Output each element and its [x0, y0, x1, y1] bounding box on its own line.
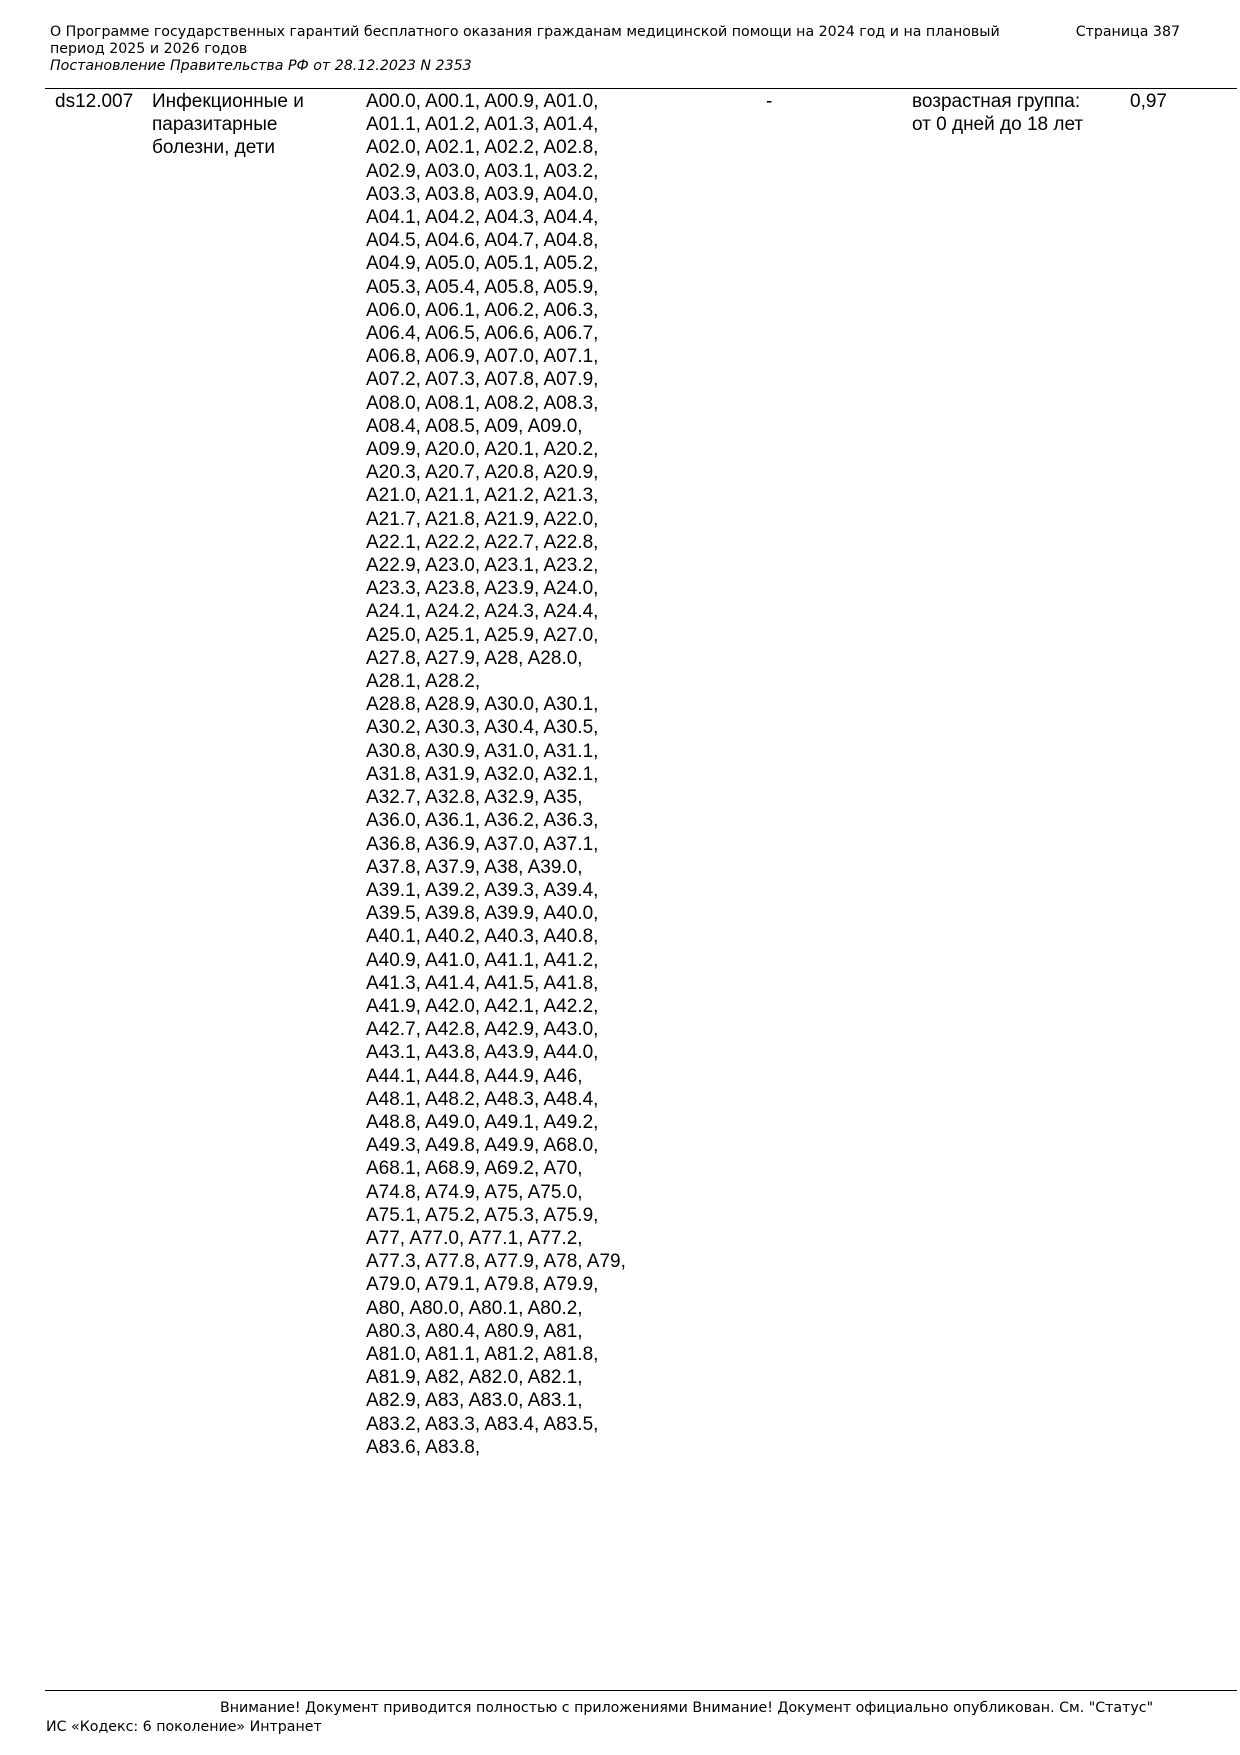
icd-codes-line: A41.3, A41.4, A41.5, A41.8,: [366, 972, 599, 994]
icd-codes-line: A75.1, A75.2, A75.3, A75.9,: [366, 1204, 599, 1226]
group-name: [152, 90, 352, 160]
group-code: ds12.007: [55, 91, 134, 112]
icd-codes-line: A77, A77.0, A77.1, A77.2,: [366, 1227, 583, 1249]
icd-codes-line: A44.1, A44.8, A44.9, A46,: [366, 1065, 583, 1087]
icd-codes-line: A04.9, A05.0, A05.1, A05.2,: [366, 253, 599, 275]
icd-codes-line: A02.0, A02.1, A02.2, A02.8,: [366, 137, 599, 159]
footer-note: Внимание! Документ приводится полностью с приложениями Внимание! Документ официально опубликован. См. "Статус": [220, 1700, 1154, 1716]
icd-codes-line: A06.0, A06.1, A06.2, A06.3,: [366, 299, 599, 321]
coefficient: 0,97: [1130, 91, 1167, 112]
icd-codes-line: A81.0, A81.1, A81.2, A81.8,: [366, 1343, 599, 1365]
icd-codes-line: A24.1, A24.2, A24.3, A24.4,: [366, 601, 599, 623]
additional-criteria: [912, 90, 1112, 136]
criteria-line: от 0 дней до 18 лет: [912, 114, 1084, 136]
footer-divider: [45, 1690, 1237, 1691]
icd-codes-line: A48.1, A48.2, A48.3, A48.4,: [366, 1088, 599, 1110]
icd-codes-line: A08.0, A08.1, A08.2, A08.3,: [366, 392, 599, 414]
icd-codes-line: A32.7, A32.8, A32.9, A35,: [366, 787, 583, 809]
icd-codes-line: A00.0, A00.1, A00.9, A01.0,: [366, 91, 599, 112]
icd-codes-line: A49.3, A49.8, A49.9, A68.0,: [366, 1135, 599, 1157]
icd-codes-line: A68.1, A68.9, A69.2, A70,: [366, 1158, 583, 1180]
icd-codes-line: A21.0, A21.1, A21.2, A21.3,: [366, 485, 599, 507]
service-code: -: [766, 91, 773, 112]
icd-codes-line: A03.3, A03.8, A03.9, A04.0,: [366, 183, 599, 205]
icd-codes-line: A80, A80.0, A80.1, A80.2,: [366, 1297, 583, 1319]
icd-codes-line: A40.1, A40.2, A40.3, A40.8,: [366, 926, 599, 948]
icd-codes-line: A43.1, A43.8, A43.9, A44.0,: [366, 1042, 599, 1064]
icd-codes-line: A36.0, A36.1, A36.2, A36.3,: [366, 810, 599, 832]
icd-codes-line: A37.8, A37.9, A38, A39.0,: [366, 856, 583, 878]
group-name-line: болезни, дети: [152, 137, 275, 159]
icd-codes-line: A20.3, A20.7, A20.8, A20.9,: [366, 462, 599, 484]
icd-codes-line: A48.8, A49.0, A49.1, A49.2,: [366, 1111, 599, 1133]
icd-codes-line: A07.2, A07.3, A07.8, A07.9,: [366, 369, 599, 391]
icd-codes-line: A01.1, A01.2, A01.3, A01.4,: [366, 114, 599, 136]
icd-codes-line: A30.8, A30.9, A31.0, A31.1,: [366, 740, 599, 762]
icd-codes-line: A08.4, A08.5, A09, A09.0,: [366, 415, 583, 437]
page-header: [50, 24, 1180, 80]
icd-codes-line: A74.8, A74.9, A75, A75.0,: [366, 1181, 583, 1203]
icd-codes-line: A30.2, A30.3, A30.4, A30.5,: [366, 717, 599, 739]
group-name-line: паразитарные: [152, 114, 278, 136]
icd-codes-line: A21.7, A21.8, A21.9, A22.0,: [366, 508, 599, 530]
icd-codes-line: A36.8, A36.9, A37.0, A37.1,: [366, 833, 599, 855]
icd-codes-line: A40.9, A41.0, A41.1, A41.2,: [366, 949, 599, 971]
icd-codes-line: A28.8, A28.9, A30.0, A30.1,: [366, 694, 599, 716]
icd-codes-line: A04.1, A04.2, A04.3, A04.4,: [366, 207, 599, 229]
icd-codes-line: A80.3, A80.4, A80.9, A81,: [366, 1320, 583, 1342]
icd-codes-line: A42.7, A42.8, A42.9, A43.0,: [366, 1019, 599, 1041]
icd-codes-line: A09.9, A20.0, A20.1, A20.2,: [366, 439, 599, 461]
icd-codes-line: A77.3, A77.8, A77.9, A78, A79,: [366, 1251, 626, 1273]
group-name-line: Инфекционные и: [152, 91, 304, 112]
icd-codes-line: A39.5, A39.8, A39.9, A40.0,: [366, 903, 599, 925]
icd-codes-line: A22.1, A22.2, A22.7, A22.8,: [366, 531, 599, 553]
icd-codes-line: A02.9, A03.0, A03.1, A03.2,: [366, 160, 599, 182]
footer-system: ИС «Кодекс: 6 поколение» Интранет: [46, 1719, 322, 1735]
icd-codes-line: A41.9, A42.0, A42.1, A42.2,: [366, 995, 599, 1017]
icd-codes: [366, 90, 646, 1459]
icd-codes-line: A83.6, A83.8,: [366, 1436, 481, 1458]
icd-codes-line: A28.1, A28.2,: [366, 671, 481, 693]
icd-codes-line: A82.9, A83, A83.0, A83.1,: [366, 1390, 583, 1412]
icd-codes-line: A83.2, A83.3, A83.4, A83.5,: [366, 1413, 599, 1435]
criteria-line: возрастная группа:: [912, 91, 1081, 112]
document-subtitle: Постановление Правительства РФ от 28.12.2023 N 2353: [50, 58, 472, 74]
icd-codes-line: A22.9, A23.0, A23.1, A23.2,: [366, 555, 599, 577]
icd-codes-line: A27.8, A27.9, A28, A28.0,: [366, 647, 583, 669]
icd-codes-line: A04.5, A04.6, A04.7, A04.8,: [366, 230, 599, 252]
icd-codes-line: A25.0, A25.1, A25.9, A27.0,: [366, 624, 599, 646]
icd-codes-line: A06.4, A06.5, A06.6, A06.7,: [366, 323, 599, 345]
icd-codes-line: A23.3, A23.8, A23.9, A24.0,: [366, 578, 599, 600]
icd-codes-line: A81.9, A82, A82.0, A82.1,: [366, 1367, 583, 1389]
header-divider: [45, 88, 1237, 89]
document-title: О Программе государственных гарантий бесплатного оказания гражданам медицинской помощи на 2024 год и на плановый период 2025 и 2026 годов: [50, 24, 1000, 57]
page-number: Страница 387: [1075, 24, 1180, 40]
icd-codes-line: A06.8, A06.9, A07.0, A07.1,: [366, 346, 599, 368]
icd-codes-line: A05.3, A05.4, A05.8, A05.9,: [366, 276, 599, 298]
icd-codes-line: A39.1, A39.2, A39.3, A39.4,: [366, 879, 599, 901]
icd-codes-line: A79.0, A79.1, A79.8, A79.9,: [366, 1274, 599, 1296]
icd-codes-line: A31.8, A31.9, A32.0, A32.1,: [366, 763, 599, 785]
